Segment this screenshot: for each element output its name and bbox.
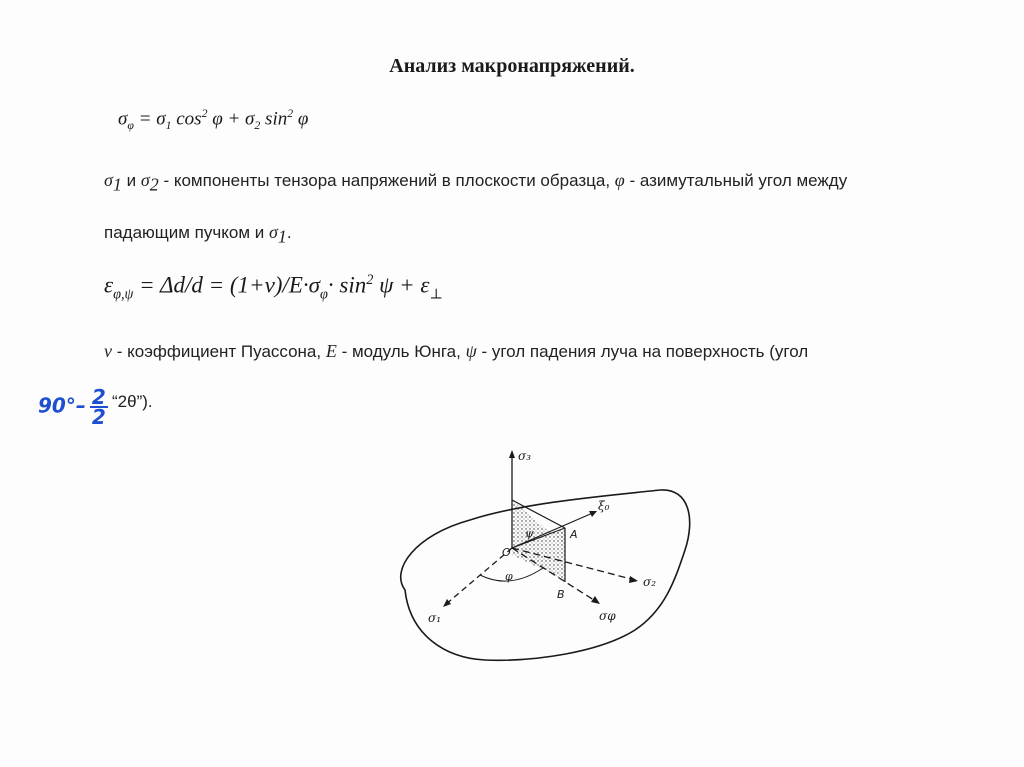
text-part: - компоненты тензора напряжений в плоскости образца, [158,171,615,190]
page-title: Анализ макронапряжений. [389,55,635,77]
epsilon-symbol: ε [104,272,114,298]
psi-symbol: ψ [465,341,477,361]
sigma-phi-arrowhead [591,596,600,604]
paragraph-stress-components [104,170,847,195]
text-part: . [286,223,292,242]
stress-geometry-diagram [385,440,705,675]
label-o: O [502,546,511,559]
subscript: φ [127,119,134,133]
superscript: 2 [366,272,374,288]
strain-formula [104,272,443,303]
subscript: 2 [254,119,261,133]
formula-part: · sin [327,272,367,298]
label-sigma1: σ₁ [428,611,442,625]
text-part: - модуль Юнга, [336,342,466,361]
sigma3-arrowhead [509,450,515,458]
superscript: 2 [201,107,208,120]
stress-formula [118,107,308,133]
subscript: 1 [165,119,172,133]
label-psi: ψ [525,527,534,540]
paragraph-incident-beam [104,222,292,247]
subscript: ⊥ [429,286,443,303]
phi-symbol: φ [614,170,625,190]
handwritten-note [38,385,108,429]
handwritten-prefix: 90°– [38,393,86,418]
formula-part: sin [260,108,288,130]
formula-part: φ [293,108,309,130]
formula-part: = σ [133,108,166,130]
label-sigma2: σ₂ [643,575,657,589]
nu-symbol: ν [104,341,112,361]
sigma2-arrowhead [629,576,638,583]
text-part: и [121,171,141,190]
sigma-symbol: σ [104,170,113,190]
fraction-numerator: 2 [91,385,106,409]
text-part: - коэффициент Пуассона, [112,342,326,361]
formula-part: = Δd/d = (1+ν)/E·σ [133,272,320,298]
subscript: 1 [277,226,287,247]
formula-part: ψ + ε [373,272,430,298]
formula-part: cos [171,108,202,130]
text-part: - азимутальный угол между [624,171,848,190]
paragraph-two-theta: “2θ”). [112,392,153,411]
label-xi0: ξ₀ [598,499,610,513]
formula-part: φ + σ [207,108,255,130]
handwritten-fraction [90,385,108,429]
label-b: B [557,588,565,601]
subscript: φ,ψ [113,286,134,303]
text-part: падающим пучком и [104,223,269,242]
sigma-symbol: σ [118,108,128,130]
superscript: 2 [287,107,294,120]
label-phi: φ [505,570,513,583]
label-a: A [570,528,578,541]
subscript: 1 [112,174,122,195]
label-sigma3: σ₃ [518,449,532,463]
paragraph-constants [104,341,808,362]
e-symbol: E [325,341,337,361]
fraction-denominator: 2 [91,405,106,429]
text-part: - угол падения луча на поверхность (угол [476,342,809,361]
sigma-symbol: σ [268,222,278,242]
label-sigma-phi: σφ [599,609,616,623]
sigma-symbol: σ [140,170,150,190]
subscript: 2 [149,174,159,195]
subscript: φ [319,286,328,303]
